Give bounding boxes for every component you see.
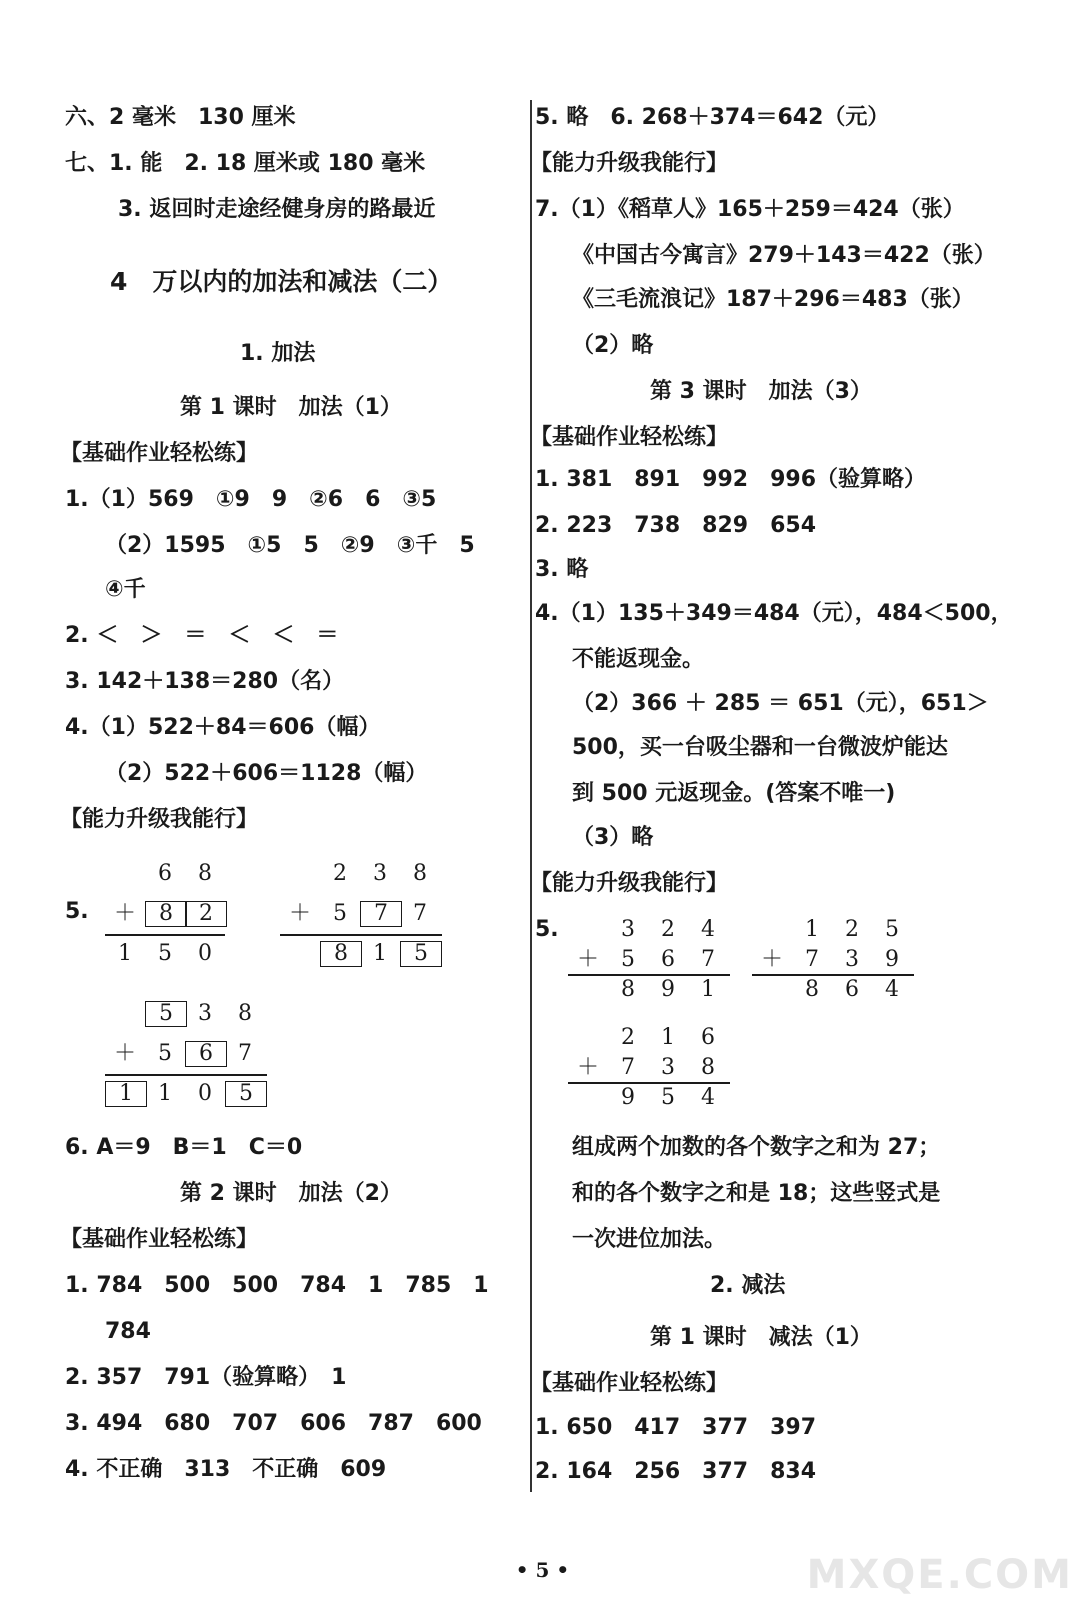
section-title: 2. 减法	[710, 1273, 786, 1298]
vertical-addition-middle: ＋ 5 6 7	[113, 1041, 252, 1066]
answer-line: （2）1595 ①5 5 ②9 ③千 5	[105, 533, 475, 558]
answer-box: 5	[400, 941, 442, 967]
answer-line: 6. A＝9 B＝1 C＝0	[65, 1135, 303, 1160]
section-label: 【能力升级我能行】	[60, 807, 259, 832]
answer-seven: 七、1. 能 2. 18 厘米或 180 毫米	[65, 151, 426, 176]
vertical-addition-sum: 8 9 1	[621, 977, 715, 1002]
answer-box: 8	[145, 901, 187, 927]
answer-box: 8	[320, 941, 362, 967]
answer-line: ④千	[105, 577, 146, 602]
vertical-addition-middle: ＋ 8 2	[105, 900, 225, 928]
answer-line: 2. 357 791（验算略） 1	[65, 1365, 347, 1390]
vertical-addition-middle: ＋ 5 6 7	[576, 947, 715, 972]
section-label: 【基础作业轻松练】	[530, 1371, 729, 1396]
vertical-addition-sum: 8 6 4	[805, 977, 899, 1002]
answer-seven-3: 3. 返回时走途经健身房的路最近	[118, 197, 436, 222]
answer-line: 4.（1）135＋349＝484（元），484＜500，	[535, 601, 1013, 626]
vertical-addition-top: 1 2 5	[805, 917, 899, 942]
section-label: 【基础作业轻松练】	[60, 1227, 259, 1252]
answer-line: （2）略	[572, 333, 654, 358]
answer-line: 1. 381 891 992 996（验算略）	[535, 467, 927, 492]
answer-six: 六、2 毫米 130 厘米	[65, 105, 296, 130]
vertical-addition-top: 5 3 8	[105, 1000, 265, 1028]
vertical-addition-top: 2 1 6	[621, 1025, 715, 1050]
chapter-title: 4 万以内的加法和减法（二）	[110, 267, 453, 296]
answer-box: 2	[185, 901, 227, 927]
section-title: 1. 加法	[240, 341, 316, 366]
explanation-line: 一次进位加法。	[572, 1227, 727, 1252]
answer-line: （3）略	[572, 825, 654, 850]
vertical-addition-top: 6 8	[158, 861, 212, 886]
lesson-title: 第 2 课时 加法（2）	[180, 1181, 402, 1206]
answer-line: 7.（1）《稻草人》165＋259＝424（张）	[535, 197, 965, 222]
explanation-line: 和的各个数字之和是 18；这些竖式是	[572, 1181, 941, 1206]
answer-box: 5	[225, 1081, 267, 1107]
vertical-addition-middle: ＋ 7 3 9	[760, 947, 899, 972]
vertical-addition-top: 2 3 8	[333, 861, 427, 886]
answer-line: 1. 650 417 377 397	[535, 1415, 817, 1440]
answer-line: 4.（1）522＋84＝606（幅）	[65, 715, 381, 740]
answer-line: 3. 142＋138＝280（名）	[65, 669, 345, 694]
answer-line: 784	[105, 1319, 151, 1344]
answer-line: 1.（1）569 ①9 9 ②6 6 ③5	[65, 487, 437, 512]
answer-line: 3. 略	[535, 557, 589, 582]
sum-line	[105, 1074, 267, 1076]
vertical-addition-middle: ＋ 5 7 7	[288, 901, 427, 926]
sum-line	[280, 934, 442, 936]
answer-line: （2）522＋606＝1128（幅）	[105, 761, 428, 786]
answer-line: 500，买一台吸尘器和一台微波炉能达	[572, 735, 948, 760]
section-label: 【能力升级我能行】	[530, 151, 729, 176]
explanation-line: 组成两个加数的各个数字之和为 27；	[572, 1135, 941, 1160]
answer-box: 6	[185, 1041, 227, 1067]
answer-line: 《中国古今寓言》279＋143＝422（张）	[572, 243, 996, 268]
section-label: 【基础作业轻松练】	[60, 441, 259, 466]
answer-line: 2. 223 738 829 654	[535, 513, 817, 538]
column-divider	[530, 100, 532, 1492]
answer-box: 1	[105, 1081, 147, 1107]
vertical-addition-top: 3 2 4	[621, 917, 715, 942]
vertical-addition-sum: 1 5 0	[118, 941, 212, 966]
question-number: 5.	[65, 899, 89, 924]
lesson-title: 第 1 课时 加法（1）	[180, 395, 402, 420]
lesson-title: 第 3 课时 加法（3）	[650, 379, 872, 404]
answer-line: 5. 略 6. 268＋374＝642（元）	[535, 105, 890, 130]
answer-line: 1. 784 500 500 784 1 785 1	[65, 1273, 489, 1298]
section-label: 【基础作业轻松练】	[530, 425, 729, 450]
answer-line: 《三毛流浪记》187＋296＝483（张）	[572, 287, 974, 312]
answer-line: 2. 164 256 377 834	[535, 1459, 817, 1484]
answer-box: 7	[360, 901, 402, 927]
question-number: 5.	[535, 917, 559, 942]
vertical-addition-sum: 1 1 0 5	[105, 1080, 265, 1108]
answer-line: 2. ＜ ＞ ＝ ＜ ＜ ＝	[65, 623, 339, 648]
watermark: MXQE.COM	[806, 1552, 1073, 1598]
sum-line	[105, 934, 225, 936]
section-label: 【能力升级我能行】	[530, 871, 729, 896]
answer-line: 3. 494 680 707 606 787 600	[65, 1411, 482, 1436]
answer-line: 到 500 元返现金。(答案不唯一)	[572, 781, 896, 806]
page-number: • 5 •	[515, 1558, 570, 1582]
vertical-addition-sum: 8 1 5	[280, 940, 440, 968]
answer-box: 5	[145, 1001, 187, 1027]
answer-line: 不能返现金。	[572, 647, 705, 672]
lesson-title: 第 1 课时 减法（1）	[650, 1325, 872, 1350]
answer-line: 4. 不正确 313 不正确 609	[65, 1457, 387, 1482]
answer-line: （2）366 ＋ 285 ＝ 651（元），651＞	[572, 691, 989, 716]
vertical-addition-middle: ＋ 7 3 8	[576, 1055, 715, 1080]
vertical-addition-sum: 9 5 4	[621, 1085, 715, 1110]
